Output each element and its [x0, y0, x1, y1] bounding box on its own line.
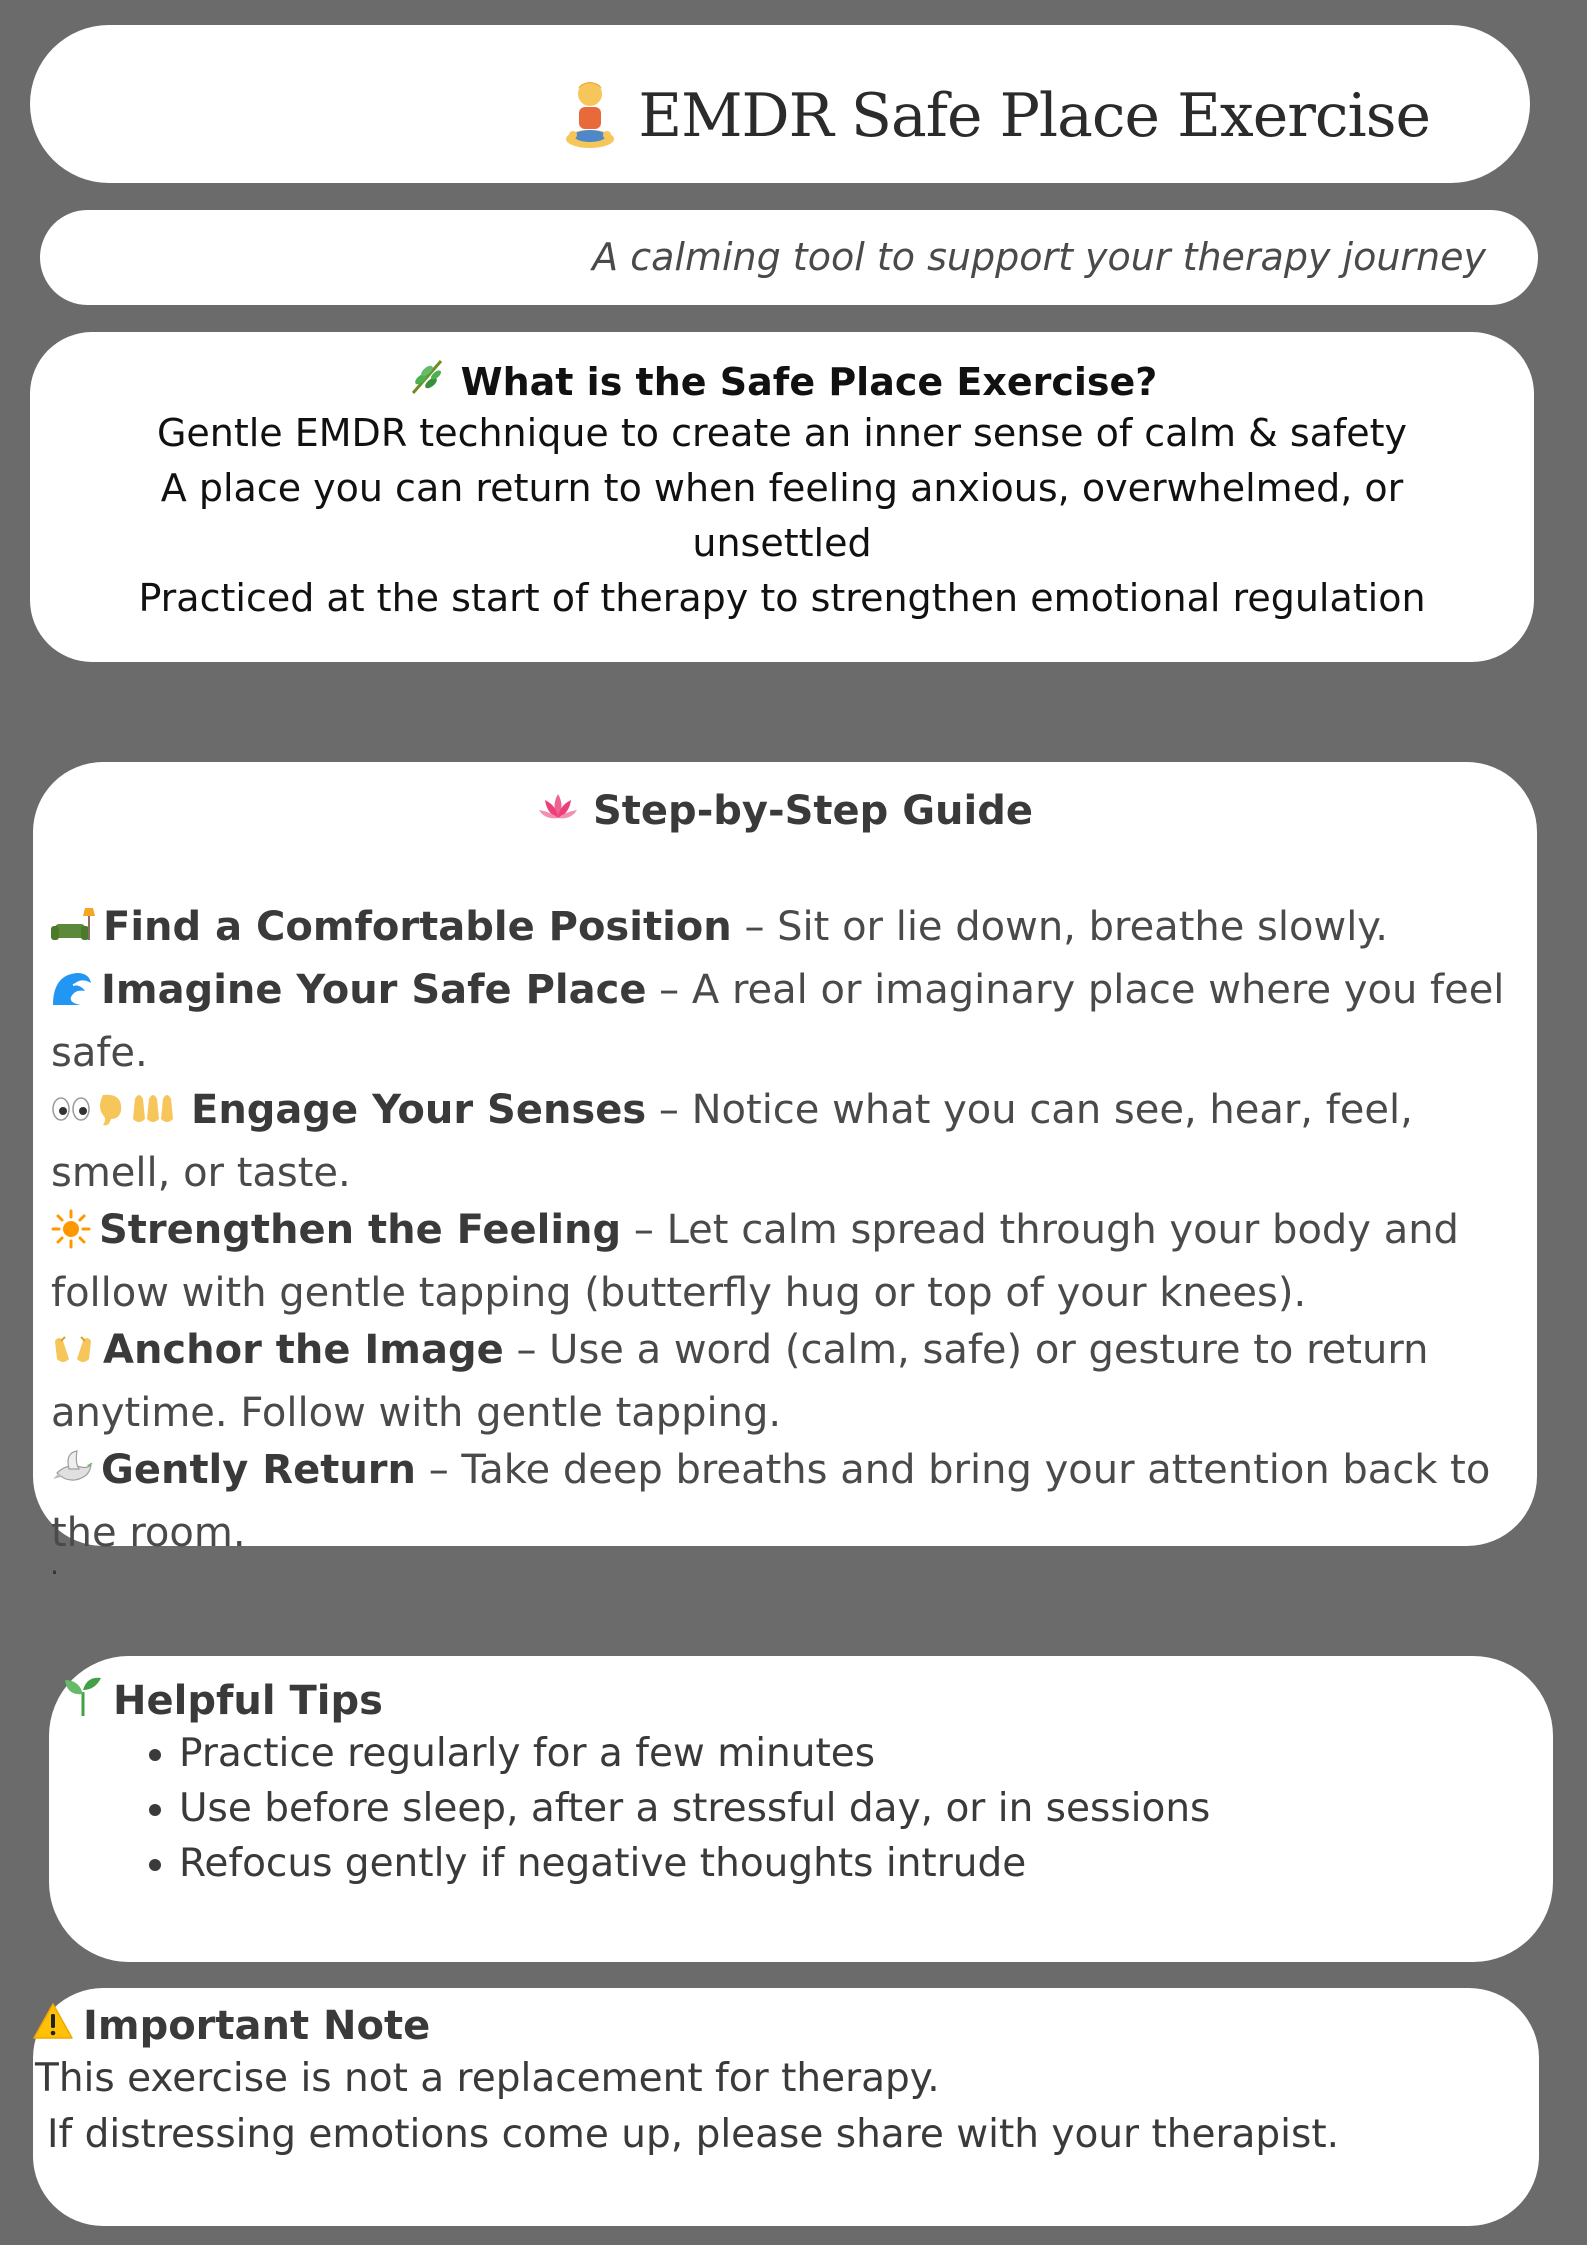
step-item	[51, 899, 1526, 962]
page-title: EMDR Safe Place Exercise	[638, 81, 1430, 151]
eyes-ear-hands-icon	[51, 1088, 183, 1145]
whatis-heading-row	[30, 357, 1534, 406]
step-title: Find a Comfortable Position	[103, 904, 732, 950]
couch-lamp-icon	[51, 905, 95, 962]
tips-heading: Helpful Tips	[113, 1678, 383, 1724]
sun-icon	[51, 1208, 91, 1265]
steps-heading-row	[33, 788, 1537, 834]
open-hands-icon	[51, 1328, 95, 1385]
steps-card	[33, 762, 1537, 1556]
whatis-line: A place you can return to when feeling anxious, overwhelmed, or unsettled	[160, 466, 1404, 565]
step-title: Imagine Your Safe Place	[101, 967, 647, 1013]
dove-icon	[51, 1448, 93, 1505]
lotus-icon	[537, 788, 579, 834]
seedling-icon	[61, 1674, 105, 1728]
whatis-line: Gentle EMDR technique to create an inner sense of calm & safety	[156, 411, 1408, 455]
step-desc: – Let calm spread through your body and follow with gentle tapping (butterfly hug or top of your knees).	[51, 1207, 1459, 1316]
tip-item: • Practice regularly for a few minutes	[179, 1726, 1210, 1781]
step-title: Anchor the Image	[103, 1327, 504, 1373]
whatis-card	[30, 332, 1534, 662]
note-line: This exercise is not a replacement for therapy.	[35, 2056, 940, 2101]
tips-card	[49, 1656, 1553, 1962]
step-desc: – A real or imaginary place where you feel safe.	[51, 967, 1505, 1076]
steps-list	[51, 899, 1526, 1562]
tips-list	[129, 1726, 1210, 1891]
note-heading: Important Note	[83, 2003, 431, 2049]
title-card	[30, 25, 1530, 183]
step-title: Engage Your Senses	[191, 1087, 647, 1133]
step-title: Strengthen the Feeling	[99, 1207, 622, 1253]
step-item	[51, 1082, 1526, 1202]
meditation-icon	[564, 79, 616, 153]
step-desc: – Notice what you can see, hear, feel, smell, or taste.	[51, 1087, 1413, 1196]
subtitle-card	[40, 210, 1538, 305]
whatis-line: Practiced at the start of therapy to strengthen emotional regulation	[138, 576, 1426, 620]
step-item	[51, 1442, 1526, 1562]
steps-heading: Step-by-Step Guide	[593, 788, 1033, 834]
tips-heading-row	[61, 1674, 383, 1728]
herb-icon	[407, 357, 447, 406]
step-item	[51, 1202, 1526, 1322]
tip-item: • Refocus gently if negative thoughts intrude	[179, 1836, 1210, 1891]
warning-icon	[33, 2002, 73, 2050]
wave-icon	[51, 968, 93, 1025]
page-title-row	[564, 79, 1430, 153]
step-desc: – Sit or lie down, breathe slowly.	[731, 904, 1388, 950]
stray-dot: .	[50, 1548, 59, 1581]
note-heading-row	[33, 2002, 430, 2050]
note-card	[33, 1988, 1539, 2226]
step-item	[51, 1322, 1526, 1442]
step-item	[51, 962, 1526, 1082]
step-desc: – Take deep breaths and bring your attention back to the room.	[51, 1447, 1491, 1556]
tip-item: • Use before sleep, after a stressful day, or in sessions	[179, 1781, 1210, 1836]
step-desc: – Use a word (calm, safe) or gesture to return anytime. Follow with gentle tapping.	[51, 1327, 1429, 1436]
whatis-heading: What is the Safe Place Exercise?	[460, 359, 1158, 404]
page-subtitle: A calming tool to support your therapy journey	[592, 235, 1486, 279]
step-title: Gently Return	[101, 1447, 416, 1493]
note-line: If distressing emotions come up, please share with your therapist.	[47, 2112, 1340, 2157]
